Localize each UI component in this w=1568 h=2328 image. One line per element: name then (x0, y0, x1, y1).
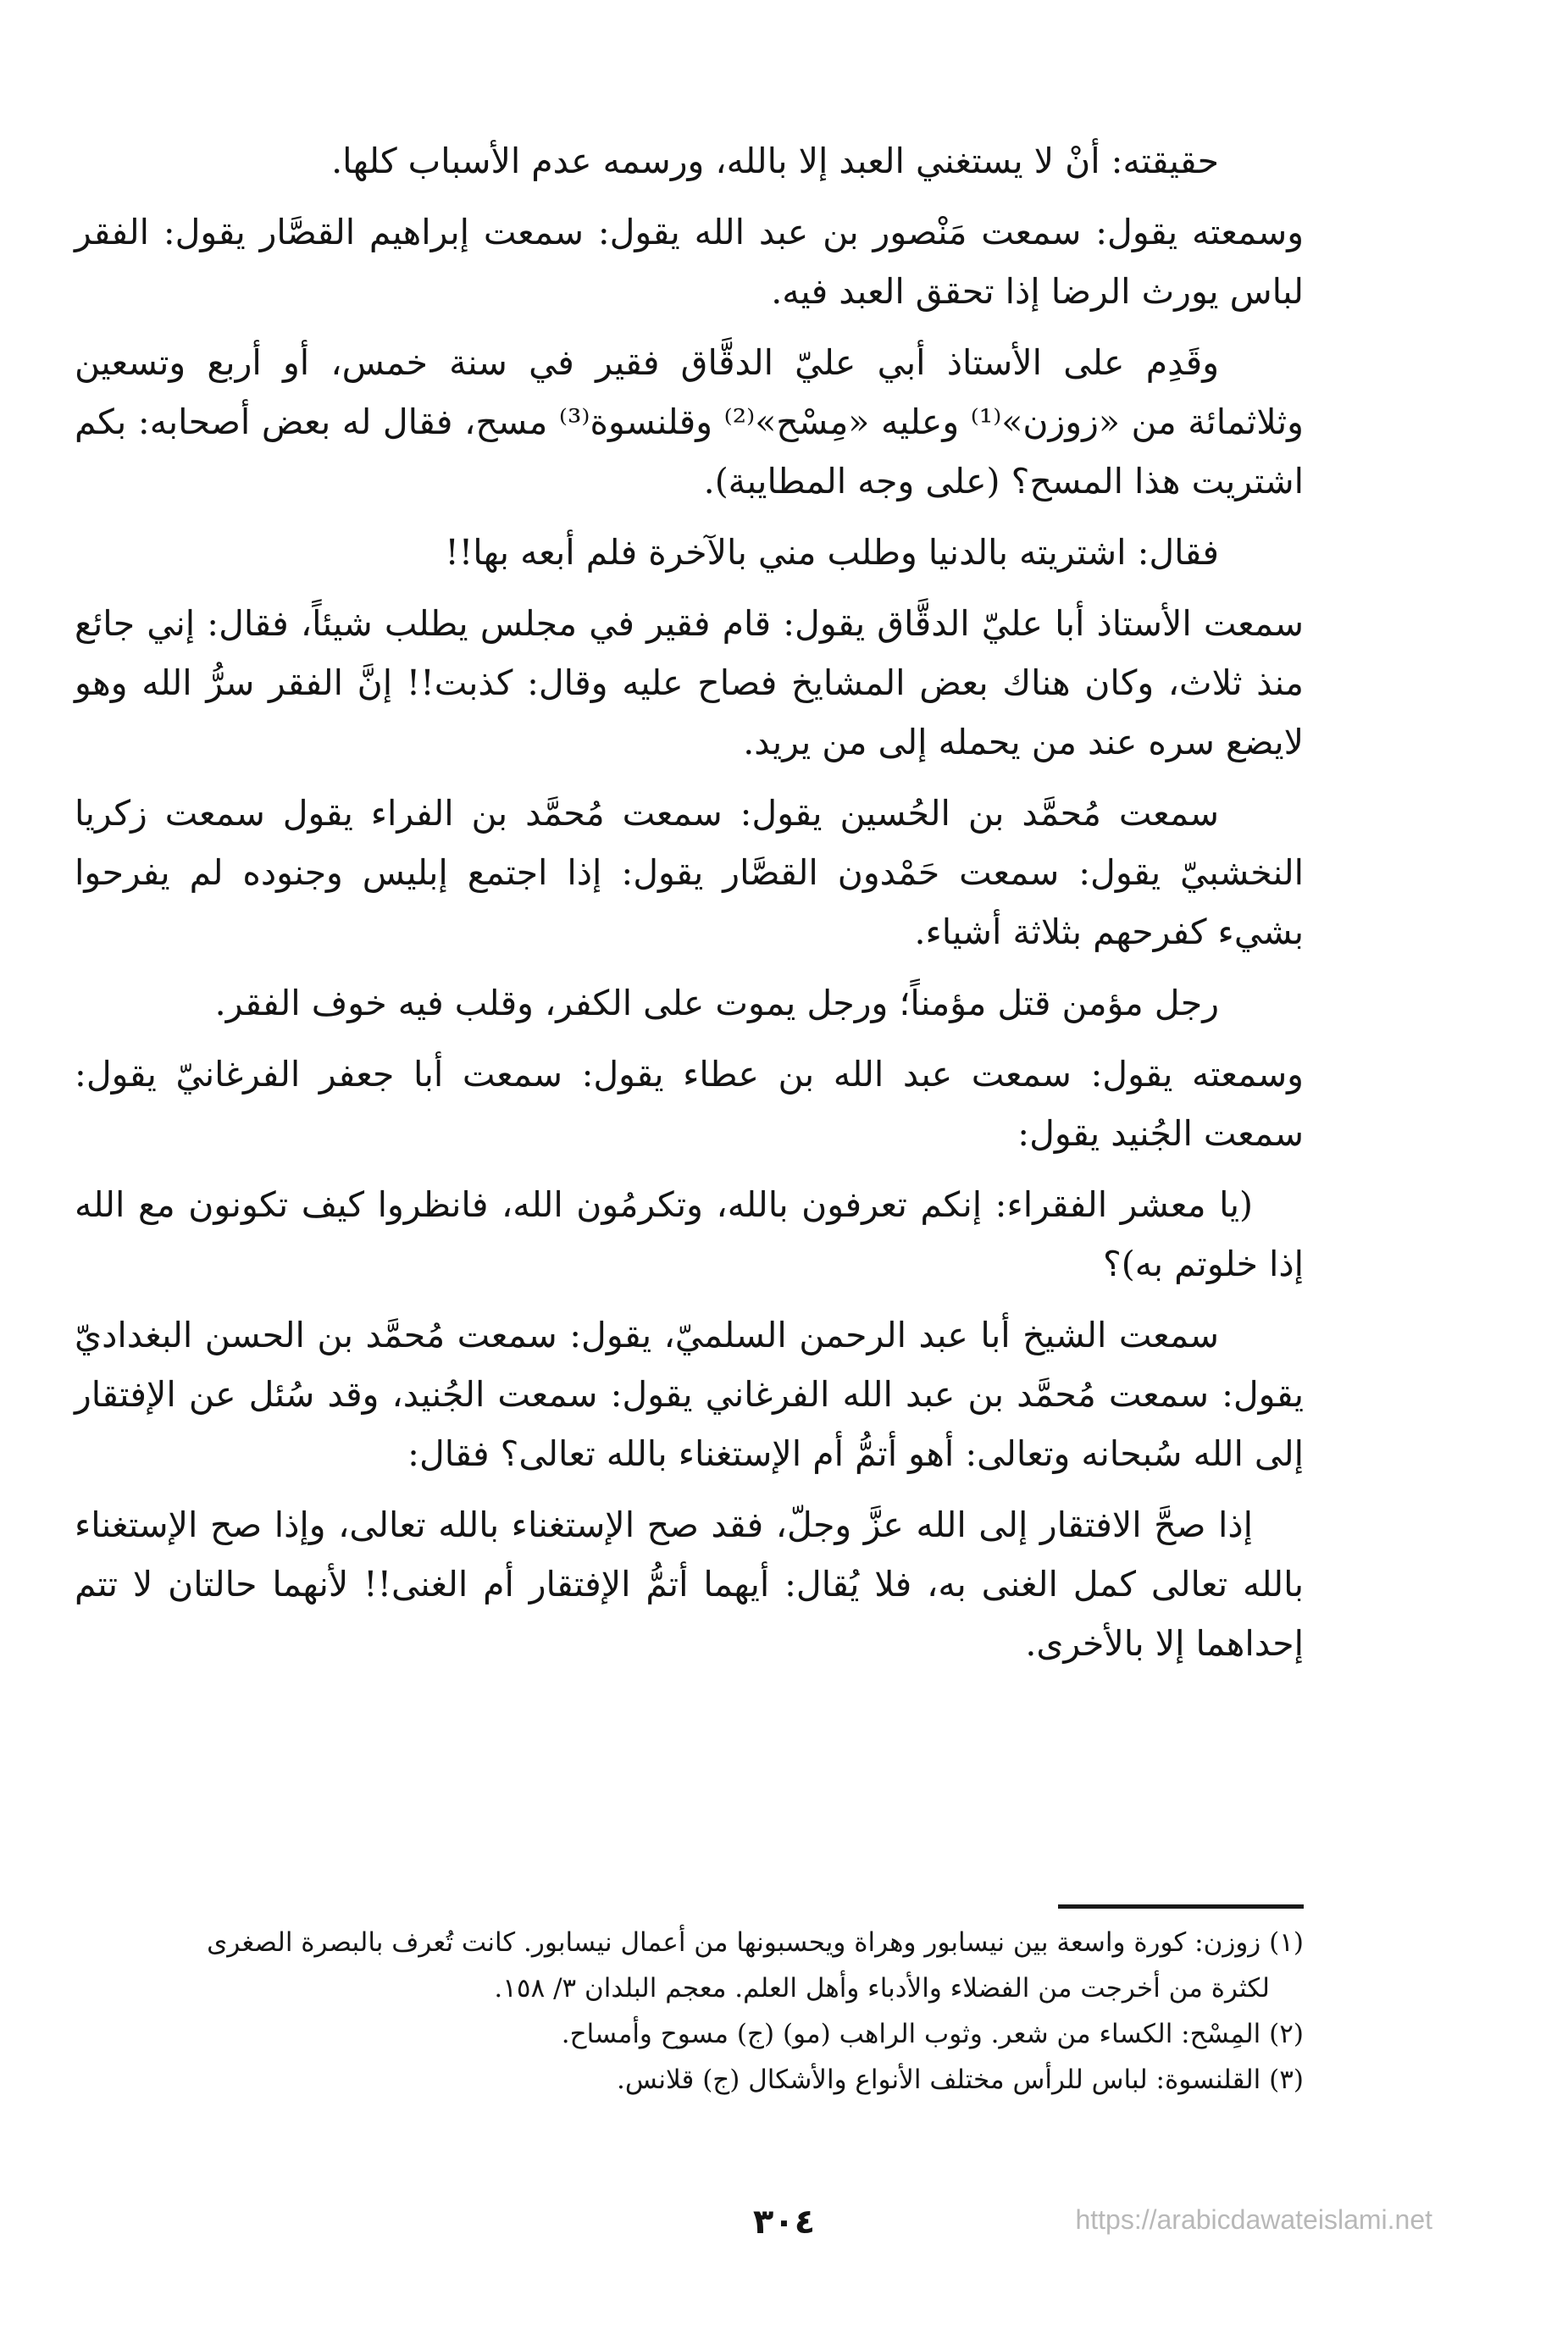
body-text (75, 131, 1304, 1685)
paragraph: سمعت الأستاذ أبا عليّ الدقَّاق يقول: قام فقير في مجلس يطلب شيئاً، فقال: إني جائع منذ ثلاث، وكان هناك بعض المشايخ فصاح عليه وقال: كذبت!! إنَّ الفقر سرُّ الله وهو لايضع سره عند من يحمله إلى من يريد. (75, 603, 1304, 762)
paragraph: وقَدِم على الأستاذ أبي عليّ الدقَّاق فقير في سنة خمس، أو أربع وتسعين وثلاثمائة من «زوزن»⁽¹⁾ وعليه «مِسْح»⁽²⁾ وقلنسوة⁽³⁾ مسح، فقال له بعض أصحابه: بكم اشتريت هذا المسح؟ (على وجه المطايبة). (75, 342, 1304, 502)
paragraph: إذا صحَّ الافتقار إلى الله عزَّ وجلّ، فقد صح الإستغناء بالله تعالى، وإذا صح الإستغناء بالله تعالى كمل الغنى به، فلا يُقال: أيهما أتمُّ الإفتقار أم الغنى!! لأنهما حالتان لا تتم إحداهما إلا بالأخرى. (75, 1505, 1304, 1664)
quote-paragraph: (يا معشر الفقراء: إنكم تعرفون بالله، وتكرمُون الله، فانظروا كيف تكونون مع الله إذا خلوتم به)؟ (75, 1184, 1304, 1284)
footnote: (٢) المِسْح: الكساء من شعر. وثوب الراهب (مو) (ج) مسوح وأمساح. (561, 2019, 1304, 2049)
footnote: (١) زوزن: كورة واسعة بين نيسابور وهراة ويحسبونها من أعمال نيسابور. كانت تُعرف بالبصرة الصغرى (207, 1927, 1304, 1958)
footnote-continuation: لكثرة من أخرجت من الفضلاء والأدباء وأهل العلم. معجم البلدان ٣/ ١٥٨. (494, 1973, 1270, 2004)
paragraph: وسمعته يقول: سمعت مَنْصور بن عبد الله يقول: سمعت إبراهيم القصَّار يقول: الفقر لباس يورث الرضا إذا تحقق العبد فيه. (75, 212, 1304, 312)
paragraph: سمعت الشيخ أبا عبد الرحمن السلميّ، يقول: سمعت مُحمَّد بن الحسن البغداديّ يقول: سمعت مُحمَّد بن عبد الله الفرغاني يقول: سمعت الجُنيد، وقد سُئل عن الإفتقار إلى الله سُبحانه وتعالى: أهو أتمُّ أم الإستغناء بالله تعالى؟ فقال: (75, 1315, 1304, 1474)
page-number: ٣٠٤ (752, 2203, 816, 2242)
watermark-url: https://arabicdawateislami.net (1075, 2204, 1432, 2235)
footnote-divider (1058, 1904, 1304, 1909)
paragraph: رجل مؤمن قتل مؤمناً؛ ورجل يموت على الكفر، وقلب فيه خوف الفقر. (214, 983, 1219, 1023)
footnote: (٣) القلنسوة: لباس للرأس مختلف الأنواع والأشكال (ج) قلانس. (617, 2065, 1304, 2095)
footnotes (75, 1921, 1304, 2104)
paragraph: حقيقته: أنْ لا يستغني العبد إلا بالله، ورسمه عدم الأسباب كلها. (331, 141, 1219, 181)
watermark-scheme: https (1075, 2204, 1134, 2235)
watermark-host: arabicdawateislami.net (1156, 2204, 1432, 2235)
paragraph: فقال: اشتريته بالدنيا وطلب مني بالآخرة فلم أبعه بها!! (445, 532, 1219, 573)
paragraph: وسمعته يقول: سمعت عبد الله بن عطاء يقول: سمعت أبا جعفر الفرغانيّ يقول: سمعت الجُنيد يقول: (75, 1054, 1304, 1154)
paragraph: سمعت مُحمَّد بن الحُسين يقول: سمعت مُحمَّد بن الفراء يقول سمعت زكريا النخشبيّ يقول: سمعت حَمْدون القصَّار يقول: إذا اجتمع إبليس وجنوده لم يفرحوا بشيء كفرحهم بثلاثة أشياء. (75, 793, 1304, 952)
